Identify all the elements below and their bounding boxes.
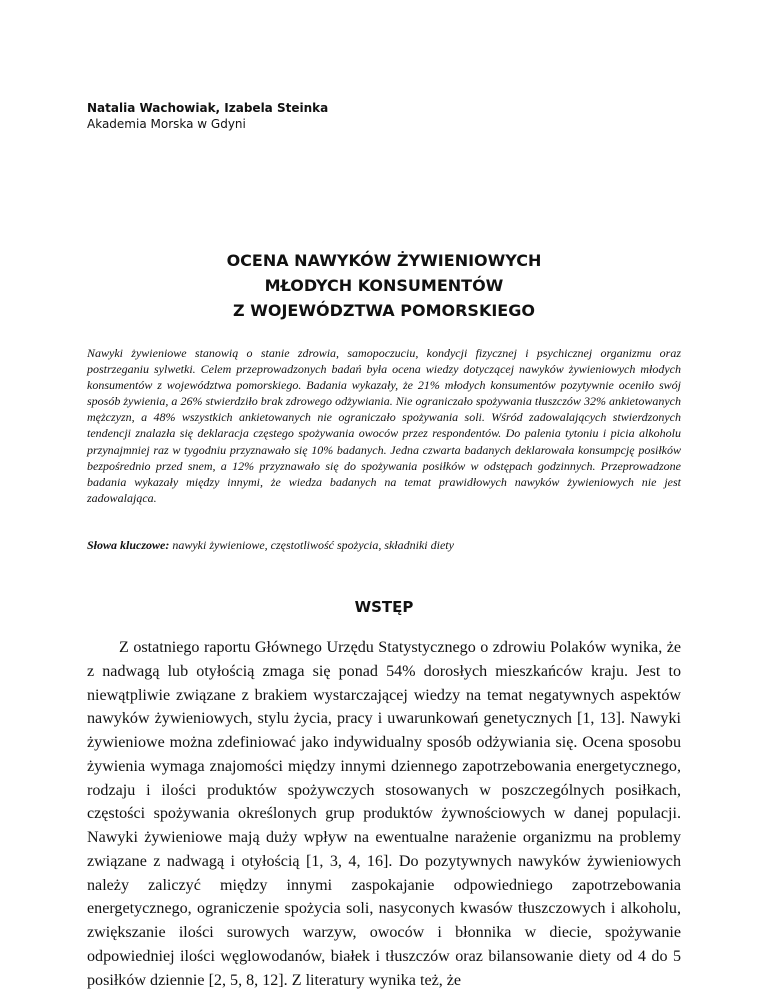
title-line-1: OCENA NAWYKÓW ŻYWIENIOWYCH [226, 251, 542, 270]
keywords-label: Słowa kluczowe: [87, 538, 170, 552]
body-paragraph: Z ostatniego raportu Głównego Urzędu Statystycznego o zdrowiu Polaków wynika, że z nadwagą lub otyłością zmaga się ponad 54% dorosłych mieszkańców kraju. Jest to niewątpliwie związane z brakiem wystarczającej wiedzy na temat negatywnych aspektów nawyków żywieniowych, stylu życia, pracy i uwarunkowań genetycznych [1, 13]. Nawyki żywieniowe można zdefiniować jako indywidualny sposób odżywiania się. Ocena sposobu żywienia wymaga znajomości między innymi dziennego zapotrzebowania energetycznego, rodzaju i ilości produktów spożywczych stosowanych w poszczególnych posiłkach, częstości spożywania określonych grup produktów żywnościowych w danej populacji. Nawyki żywieniowe mają duży wpływ na ewentualne narażenie organizmu na problemy związane z nadwagą i otyłością [1, 3, 4, 16]. Do pozytywnych nawyków żywieniowych należy zaliczyć między innymi zaspokajanie odpowiedniego zapotrzebowania energetycznego, ograniczenie spożycia soli, nasyconych kwasów tłuszczowych i alkoholu, zwiększanie ilości surowych warzyw, owoców i błonnika w diecie, spożywanie odpowiedniej ilości węglowodanów, białek i tłuszczów oraz bilansowanie diety od 4 do 5 posiłków dziennie [2, 5, 8, 12]. Z literatury wynika też, że [87, 639, 681, 989]
title-line-2: MŁODYCH KONSUMENTÓW [264, 276, 504, 295]
paper-title [0, 248, 768, 323]
abstract: Nawyki żywieniowe stanowią o stanie zdrowia, samopoczuciu, kondycji fizycznej i psychicznej organizmu oraz postrzeganiu sylwetki. Celem przeprowadzonych badań była ocena wiedzy dotyczącej nawyków żywieniowych młodych konsumentów z województwa pomorskiego. Badania wykazały, że 21% młodych konsumentów pozytywnie oceniło swój sposób żywienia, a 26% stwierdziło brak zdrowego odżywiania. Nie ograniczało spożywania tłuszczów 32% ankietowanych mężczyzn, a 48% wszystkich ankietowanych nie ograniczało spożywania soli. Wśród zadowalających stwierdzonych tendencji znalazła się deklaracja częstego spożywania owoców przez respondentów. Do palenia tytoniu i picia alkoholu przynajmniej raz w tygodniu przyznawało się 10% badanych. Jedna czwarta badanych deklarowała konsumpcję posiłków bezpośrednio przed snem, a 12% przyznawało się do spożywania posiłków w odstępach godzinnych. Przeprowadzone badania wykazały między innymi, że wiedza badanych na temat prawidłowych nawyków żywieniowych nie jest zadowalająca. [87, 346, 681, 505]
author-block [87, 100, 328, 132]
keywords-text: nawyki żywieniowe, częstotliwość spożycia, składniki diety [169, 538, 454, 552]
section-heading: WSTĘP [354, 598, 414, 616]
author-affiliation: Akademia Morska w Gdyni [87, 117, 246, 131]
title-line-3: Z WOJEWÓDZTWA POMORSKIEGO [233, 301, 535, 320]
author-names: Natalia Wachowiak, Izabela Steinka [87, 101, 329, 115]
keywords [87, 537, 681, 553]
